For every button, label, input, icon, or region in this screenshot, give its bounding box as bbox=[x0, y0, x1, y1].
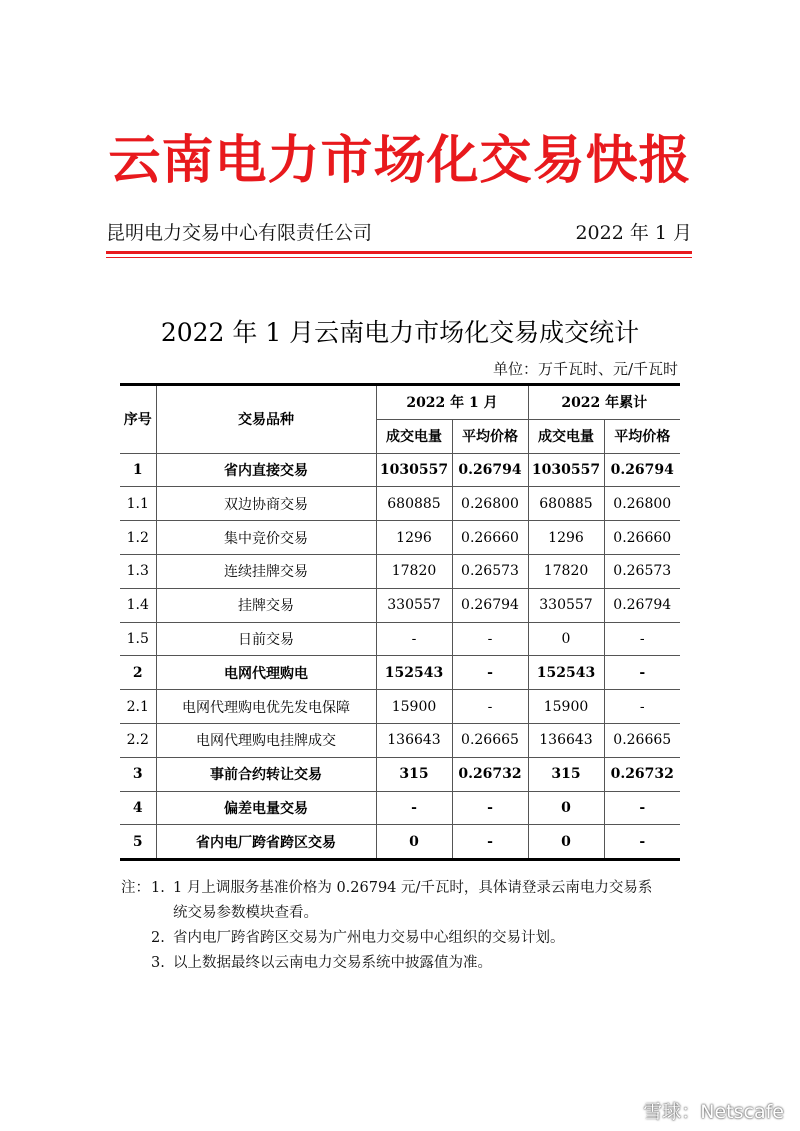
row-cumulative-volume: 0 bbox=[528, 825, 604, 860]
row-month-volume: 1030557 bbox=[376, 453, 452, 487]
header-category: 交易品种 bbox=[156, 385, 376, 454]
row-cumulative-price: 0.26794 bbox=[604, 588, 680, 622]
row-cumulative-price: - bbox=[604, 791, 680, 825]
row-seq: 1.2 bbox=[120, 521, 156, 555]
row-category: 日前交易 bbox=[156, 622, 376, 656]
row-cumulative-volume: 0 bbox=[528, 622, 604, 656]
row-cumulative-price: - bbox=[604, 622, 680, 656]
row-category: 省内电厂跨省跨区交易 bbox=[156, 825, 376, 860]
row-cumulative-price: 0.26660 bbox=[604, 521, 680, 555]
note-text: 省内电厂跨省跨区交易为广州电力交易中心组织的交易计划。 bbox=[173, 930, 565, 946]
row-month-volume: - bbox=[376, 791, 452, 825]
row-cumulative-price: - bbox=[604, 656, 680, 690]
row-seq: 2 bbox=[120, 656, 156, 690]
header-seq: 序号 bbox=[120, 385, 156, 454]
table-row bbox=[120, 723, 680, 757]
row-category: 事前合约转让交易 bbox=[156, 757, 376, 791]
row-cumulative-volume: 136643 bbox=[528, 723, 604, 757]
table-row bbox=[120, 588, 680, 622]
row-cumulative-price: 0.26665 bbox=[604, 723, 680, 757]
row-month-price: 0.26573 bbox=[452, 554, 528, 588]
row-month-price: 0.26794 bbox=[452, 588, 528, 622]
row-cumulative-price: 0.26794 bbox=[604, 453, 680, 487]
row-seq: 1 bbox=[120, 453, 156, 487]
row-category: 偏差电量交易 bbox=[156, 791, 376, 825]
row-month-price: 0.26665 bbox=[452, 723, 528, 757]
table-row bbox=[120, 487, 680, 521]
row-seq: 3 bbox=[120, 757, 156, 791]
row-cumulative-price: 0.26800 bbox=[604, 487, 680, 521]
row-month-volume: 1296 bbox=[376, 521, 452, 555]
table-row bbox=[120, 554, 680, 588]
row-month-price: - bbox=[452, 825, 528, 860]
row-category: 双边协商交易 bbox=[156, 487, 376, 521]
header-cumulative-group: 2022 年累计 bbox=[528, 385, 680, 420]
row-month-volume: 680885 bbox=[376, 487, 452, 521]
row-category: 挂牌交易 bbox=[156, 588, 376, 622]
table-row bbox=[120, 521, 680, 555]
row-seq: 1.1 bbox=[120, 487, 156, 521]
row-cumulative-price: - bbox=[604, 690, 680, 724]
row-category: 省内直接交易 bbox=[156, 453, 376, 487]
note-item bbox=[121, 876, 691, 901]
header-month-price: 平均价格 bbox=[452, 419, 528, 453]
row-seq: 4 bbox=[120, 791, 156, 825]
table-row bbox=[120, 825, 680, 860]
header-divider-thin bbox=[106, 257, 692, 258]
table-row bbox=[120, 656, 680, 690]
table-row bbox=[120, 622, 680, 656]
row-cumulative-volume: 17820 bbox=[528, 554, 604, 588]
row-month-volume: 15900 bbox=[376, 690, 452, 724]
row-cumulative-volume: 0 bbox=[528, 791, 604, 825]
notes-prefix: 注： bbox=[121, 880, 150, 896]
row-category: 电网代理购电挂牌成交 bbox=[156, 723, 376, 757]
row-cumulative-volume: 315 bbox=[528, 757, 604, 791]
note-number: 2. bbox=[151, 930, 165, 946]
note-number: 1. bbox=[151, 880, 165, 896]
table-title: 2022 年 1 月云南电力市场化交易成交统计 bbox=[160, 318, 640, 347]
note-text: 以上数据最终以云南电力交易系统中披露值为准。 bbox=[173, 955, 492, 971]
note-text: 统交易参数模块查看。 bbox=[173, 905, 318, 921]
row-month-volume: 330557 bbox=[376, 588, 452, 622]
row-month-price: - bbox=[452, 622, 528, 656]
row-month-price: 0.26732 bbox=[452, 757, 528, 791]
table-row bbox=[120, 690, 680, 724]
row-month-volume: - bbox=[376, 622, 452, 656]
row-category: 电网代理购电优先发电保障 bbox=[156, 690, 376, 724]
row-cumulative-volume: 1030557 bbox=[528, 453, 604, 487]
row-cumulative-volume: 1296 bbox=[528, 521, 604, 555]
row-cumulative-price: - bbox=[604, 825, 680, 860]
row-month-price: - bbox=[452, 791, 528, 825]
row-month-volume: 136643 bbox=[376, 723, 452, 757]
row-cumulative-volume: 330557 bbox=[528, 588, 604, 622]
row-month-volume: 152543 bbox=[376, 656, 452, 690]
row-category: 电网代理购电 bbox=[156, 656, 376, 690]
note-item bbox=[121, 926, 691, 951]
note-continuation bbox=[121, 901, 691, 926]
notes-section bbox=[121, 876, 691, 976]
row-cumulative-price: 0.26573 bbox=[604, 554, 680, 588]
row-month-volume: 17820 bbox=[376, 554, 452, 588]
header-cumulative-price: 平均价格 bbox=[604, 419, 680, 453]
row-seq: 1.4 bbox=[120, 588, 156, 622]
organization-name: 昆明电力交易中心有限责任公司 bbox=[106, 222, 373, 244]
header-cumulative-volume: 成交电量 bbox=[528, 419, 604, 453]
page-title: 云南电力市场化交易快报 bbox=[108, 131, 692, 191]
header-month-volume: 成交电量 bbox=[376, 419, 452, 453]
row-month-price: 0.26794 bbox=[452, 453, 528, 487]
unit-label: 单位：万千瓦时、元/千瓦时 bbox=[492, 360, 678, 378]
row-seq: 1.5 bbox=[120, 622, 156, 656]
header-month-group: 2022 年 1 月 bbox=[376, 385, 528, 420]
note-text: 1 月上调服务基准价格为 0.26794 元/千瓦时，具体请登录云南电力交易系 bbox=[173, 880, 653, 896]
trade-stats-table bbox=[120, 383, 680, 861]
row-cumulative-volume: 680885 bbox=[528, 487, 604, 521]
row-seq: 5 bbox=[120, 825, 156, 860]
row-category: 连续挂牌交易 bbox=[156, 554, 376, 588]
report-date: 2022 年 1 月 bbox=[575, 222, 692, 244]
table-row bbox=[120, 453, 680, 487]
row-cumulative-volume: 152543 bbox=[528, 656, 604, 690]
row-seq: 1.3 bbox=[120, 554, 156, 588]
table-row bbox=[120, 791, 680, 825]
row-seq: 2.2 bbox=[120, 723, 156, 757]
row-seq: 2.1 bbox=[120, 690, 156, 724]
header-divider-thick bbox=[106, 251, 692, 254]
row-month-volume: 315 bbox=[376, 757, 452, 791]
row-month-price: 0.26800 bbox=[452, 487, 528, 521]
table-row bbox=[120, 757, 680, 791]
note-number: 3. bbox=[151, 955, 165, 971]
row-month-price: - bbox=[452, 690, 528, 724]
row-month-price: 0.26660 bbox=[452, 521, 528, 555]
row-cumulative-volume: 15900 bbox=[528, 690, 604, 724]
row-cumulative-price: 0.26732 bbox=[604, 757, 680, 791]
row-month-volume: 0 bbox=[376, 825, 452, 860]
note-item bbox=[121, 951, 691, 976]
row-category: 集中竞价交易 bbox=[156, 521, 376, 555]
row-month-price: - bbox=[452, 656, 528, 690]
watermark: 雪球：Netscafe bbox=[643, 1101, 784, 1123]
